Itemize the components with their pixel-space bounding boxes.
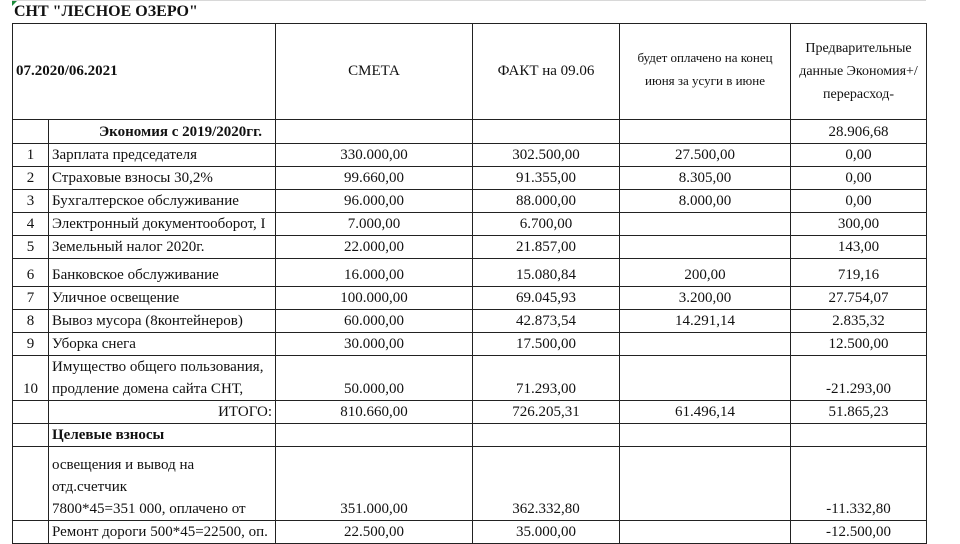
row-fact: 88.000,00 — [473, 190, 620, 213]
row-prelim: 0,00 — [791, 144, 927, 167]
row-name — [49, 447, 276, 521]
row-smeta: 30.000,00 — [276, 333, 473, 356]
row-name-line: освещения и вывод на — [52, 457, 195, 473]
empty-cell — [13, 120, 49, 144]
total-fact: 726.205,31 — [473, 401, 620, 424]
row-fact: 35.000,00 — [473, 521, 620, 544]
row-prelim: 0,00 — [791, 167, 927, 190]
empty-cell — [13, 401, 49, 424]
empty-cell — [276, 424, 473, 447]
table-row — [13, 333, 927, 356]
table-row — [13, 521, 927, 544]
table-row — [13, 356, 927, 401]
row-prelim: 12.500,00 — [791, 333, 927, 356]
row-pay — [620, 333, 791, 356]
row-prelim: 143,00 — [791, 236, 927, 259]
row-num: 1 — [13, 144, 49, 167]
total-label: ИТОГО: — [49, 401, 276, 424]
row-fact: 91.355,00 — [473, 167, 620, 190]
row-prelim: 27.754,07 — [791, 287, 927, 310]
savings-row — [13, 120, 927, 144]
row-num: 6 — [13, 259, 49, 287]
empty-cell — [473, 424, 620, 447]
empty-cell — [13, 447, 49, 521]
row-name: Вывоз мусора (8контейнеров) — [49, 310, 276, 333]
total-pay: 61.496,14 — [620, 401, 791, 424]
savings-label: Экономия с 2019/2020гг. — [49, 120, 276, 144]
row-prelim: -21.293,00 — [791, 356, 927, 401]
smeta-header: СМЕТА — [276, 24, 473, 120]
row-name — [49, 356, 276, 401]
target-label: Целевые взносы — [49, 424, 276, 447]
row-num: 7 — [13, 287, 49, 310]
budget-table — [12, 23, 927, 544]
empty-cell — [13, 521, 49, 544]
row-num: 5 — [13, 236, 49, 259]
row-smeta: 330.000,00 — [276, 144, 473, 167]
row-num: 2 — [13, 167, 49, 190]
row-pay — [620, 213, 791, 236]
total-prelim: 51.865,23 — [791, 401, 927, 424]
row-name: Банковское обслуживание — [49, 259, 276, 287]
row-name: Ремонт дороги 500*45=22500, оп. — [49, 521, 276, 544]
row-smeta: 22.500,00 — [276, 521, 473, 544]
row-smeta: 96.000,00 — [276, 190, 473, 213]
row-name-line: Имущество общего пользования, — [52, 359, 264, 375]
row-prelim: -12.500,00 — [791, 521, 927, 544]
empty-cell — [620, 120, 791, 144]
row-fact: 71.293,00 — [473, 356, 620, 401]
row-prelim: 300,00 — [791, 213, 927, 236]
total-row — [13, 401, 927, 424]
row-smeta: 50.000,00 — [276, 356, 473, 401]
savings-prelim: 28.906,68 — [791, 120, 927, 144]
row-num: 4 — [13, 213, 49, 236]
total-smeta: 810.660,00 — [276, 401, 473, 424]
table-row — [13, 236, 927, 259]
row-fact: 42.873,54 — [473, 310, 620, 333]
row-prelim: 719,16 — [791, 259, 927, 287]
table-row — [13, 259, 927, 287]
row-pay: 200,00 — [620, 259, 791, 287]
row-pay: 14.291,14 — [620, 310, 791, 333]
row-prelim: 0,00 — [791, 190, 927, 213]
empty-cell — [791, 424, 927, 447]
row-fact: 69.045,93 — [473, 287, 620, 310]
row-fact: 6.700,00 — [473, 213, 620, 236]
row-name: Зарплата председателя — [49, 144, 276, 167]
period-header: 07.2020/06.2021 — [13, 24, 276, 120]
row-smeta: 351.000,00 — [276, 447, 473, 521]
row-name: Уличное освещение — [49, 287, 276, 310]
row-name: Бухгалтерское обслуживание — [49, 190, 276, 213]
fact-header: ФАКТ на 09.06 — [473, 24, 620, 120]
row-smeta: 100.000,00 — [276, 287, 473, 310]
sheet-title: СНТ "ЛЕСНОЕ ОЗЕРО" — [14, 3, 198, 20]
row-pay: 27.500,00 — [620, 144, 791, 167]
row-name: Земельный налог 2020г. — [49, 236, 276, 259]
to-be-paid-header: будет оплачено на конец июня за усуги в июне — [620, 24, 791, 120]
row-smeta: 99.660,00 — [276, 167, 473, 190]
row-smeta: 7.000,00 — [276, 213, 473, 236]
target-header-row — [13, 424, 927, 447]
row-name-line: 7800*45=351 000, оплачено от — [52, 501, 246, 517]
table-row — [13, 287, 927, 310]
table-row — [13, 167, 927, 190]
row-name: Электронный документооборот, I — [49, 213, 276, 236]
row-num: 9 — [13, 333, 49, 356]
table-row — [13, 310, 927, 333]
empty-cell — [13, 424, 49, 447]
table-row — [13, 447, 927, 521]
row-num: 10 — [13, 356, 49, 401]
row-smeta: 60.000,00 — [276, 310, 473, 333]
empty-cell — [276, 120, 473, 144]
header-row — [13, 24, 927, 120]
row-name-line: продление домена сайта СНТ, — [52, 381, 244, 397]
empty-cell — [620, 447, 791, 521]
row-num: 8 — [13, 310, 49, 333]
row-name: Уборка снега — [49, 333, 276, 356]
row-pay — [620, 236, 791, 259]
row-name: Страховые взносы 30,2% — [49, 167, 276, 190]
table-row — [13, 144, 927, 167]
empty-cell — [620, 521, 791, 544]
row-pay — [620, 356, 791, 401]
row-fact: 17.500,00 — [473, 333, 620, 356]
row-fact: 21.857,00 — [473, 236, 620, 259]
row-smeta: 22.000,00 — [276, 236, 473, 259]
row-pay: 8.000,00 — [620, 190, 791, 213]
empty-cell — [620, 424, 791, 447]
row-prelim: 2.835,32 — [791, 310, 927, 333]
table-row — [13, 190, 927, 213]
table-row — [13, 213, 927, 236]
sheet-top-border — [12, 0, 926, 1]
row-fact: 362.332,80 — [473, 447, 620, 521]
row-fact: 15.080,84 — [473, 259, 620, 287]
row-fact: 302.500,00 — [473, 144, 620, 167]
row-pay: 8.305,00 — [620, 167, 791, 190]
prelim-header: Предварительные данные Экономия+/перерасход- — [791, 24, 927, 120]
row-smeta: 16.000,00 — [276, 259, 473, 287]
row-name-line: отд.счетчик — [52, 479, 128, 495]
row-pay: 3.200,00 — [620, 287, 791, 310]
empty-cell — [473, 120, 620, 144]
row-prelim: -11.332,80 — [791, 447, 927, 521]
row-num: 3 — [13, 190, 49, 213]
